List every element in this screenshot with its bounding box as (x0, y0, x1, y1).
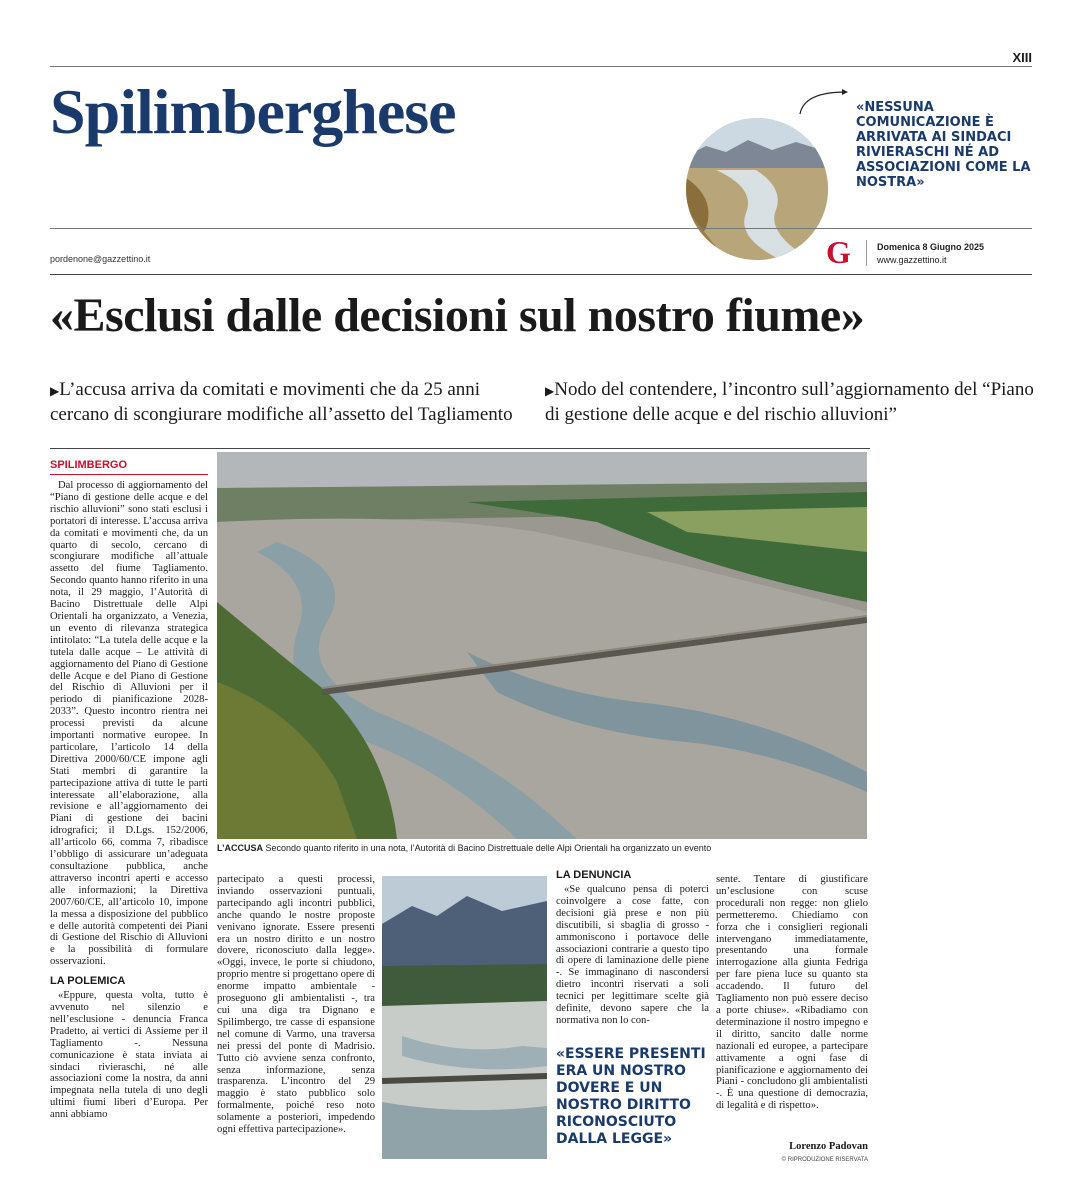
paragraph: sente. Tentare di giustificare un’esclusione con scuse procedurali non regge: non glielo permetteremo. Chiediamo con forza che i consiglieri regionali intervengano immediatamente, presentando una formale interrogazione alla giunta Fedriga per fare piena luce su quanto sta accadendo. Il futuro del Tagliamento non può essere deciso a porte chiuse». «Ribadiamo con determinazione il nostro impegno e il diritto, sancito dalle norme nazionali ed europee, a partecipare attivamente a ogni fase di pianificazione e aggiornamento dei Piani - concludono gli ambientalisti -. È una questione di democrazia, di legalità e di rispetto». (716, 874, 868, 1112)
header-bottom-rule (50, 274, 1032, 275)
subhead-polemica: LA POLEMICA (50, 975, 126, 988)
column-1 (50, 480, 208, 1121)
section-tag-rule (50, 474, 208, 475)
photo-caption (217, 843, 867, 853)
column-4 (716, 874, 868, 1112)
issue-date: Domenica 8 Giugno 2025 (877, 242, 985, 252)
section-tag: SPILIMBERGO (50, 459, 128, 471)
rights-notice: © RIPRODUZIONE RISERVATA (781, 1157, 868, 1163)
column-2 (217, 874, 375, 1136)
river-bridge-photo (382, 876, 547, 1159)
caption-text: Secondo quanto riferito in una nota, l’Autorità di Bacino Distrettuale delle Alpi Orientali ha organizzato un evento (265, 843, 712, 853)
header-rule (50, 228, 1032, 229)
triangle-bullet-icon: ▶ (50, 384, 60, 398)
kicker-left (50, 378, 538, 426)
column-3 (556, 884, 709, 1027)
subhead-denuncia: LA DENUNCIA (556, 869, 632, 881)
paragraph: «Se qualcuno pensa di poterci coinvolgere a cose fatte, con decisioni già prese e non più discutibili, si sbaglia di grosso - ammoniscono i portavoce delle associazioni contrarie a questo tipo di opere di laminazione delle piene -. Se immaginano di nascondersi dietro incontri riservati a soli tecnici per legittimare scelte già definite, devono sapere che la normativa non lo con- (556, 884, 709, 1026)
paragraph: «Eppure, questa volta, tutto è avvenuto nel silenzio e nell’esclusione - denuncia Franca Pradetto, ai vertici di Assieme per il Tagliamento -. Nessuna comunicazione è stata inviata ai sindaci rivieraschi, né alle associazioni come la nostra, da anni impegnata nella tutela di uno degli ultimi fiumi liberi d’Europa. Per anni abbiamo (50, 990, 208, 1121)
top-rule (50, 66, 1032, 67)
triangle-bullet-icon: ▶ (545, 384, 555, 398)
website: www.gazzettino.it (877, 255, 947, 265)
top-pull-quote: «NESSUNA COMUNICAZIONE È ARRIVATA AI SINDACI RIVIERASCHI NÉ AD ASSOCIAZIONI COME LA NOSTRA» (856, 100, 1031, 190)
kicker-right-text: Nodo del contendere, l’incontro sull’aggiornamento del “Piano di gestione delle acque e del rischio alluvioni” (545, 379, 1034, 425)
section-email: pordenone@gazzettino.it (50, 254, 151, 264)
paragraph: partecipato a questi processi, inviando osservazioni puntuali, partecipando agli incontri pubblici, anche quando le nostre proposte venivano ignorate. Essere presenti era un nostro diritto e un nostro dovere, riconosciuto dalla legge». «Oggi, invece, le porte si chiudono, proprio mentre si progettano opere di enorme impatto ambientale - proseguono gli ambientalisti -, tra cui una diga tra Dignano e Spilimbergo, tre casse di espansione nel comune di Varmo, una traversa nei pressi del ponte di Madrisio. Tutto ciò avviene senza confronto, senza informazione, senza trasparenza. L’incontro del 29 maggio è stato pubblico solo formalmente, poiché reso noto solamente a posteriori, impedendo ogni effettiva partecipazione». (217, 874, 375, 1136)
section-masthead: Spilimberghese (50, 76, 456, 147)
article-top-rule (50, 448, 870, 449)
river-valley-photo (686, 118, 828, 260)
headline: «Esclusi dalle decisioni sul nostro fiume» (50, 289, 865, 342)
arrow-icon (796, 86, 856, 116)
paragraph: Dal processo di aggiornamento del “Piano di gestione delle acque e del rischio alluvioni” sono stati esclusi i portatori di interesse. L’accusa arriva da comitati e movimenti che, da un quarto di secolo, cercano di scongiurare modifiche all’attuale assetto del fiume Tagliamento. Secondo quanto hanno riferito in una nota, il 29 maggio, l’Autorità di Bacino Distrettuale delle Alpi Orientali ha organizzato, a Venezia, un evento di rilevanza strategica intitolato: “La tutela delle acque e la tutela dalle acque – Le attività di aggiornamento del Piano di Gestione delle Acque e del Piano di Gestione del Rischio di Alluvioni per il periodo di pianificazione 2028-2033”. Questo incontro rientra nei processi previsti da alcune importanti normative europee. In particolare, l’articolo 14 della Direttiva 2000/60/CE impone agli Stati membri di garantire la partecipazione attiva di tutte le parti interessate all’elaborazione, alla revisione e all’aggiornamento dei Piani di gestione dei bacini idrografici; il D.Lgs. 152/2006, all’articolo 66, comma 7, ribadisce l’obbligo di assicurare un’adeguata consultazione pubblica, anche attraverso incontri aperti e accesso alle informazioni; la Direttiva 2007/60/CE, all’articolo 10, impone la messa a disposizione del pubblico e delle autorità competenti dei Piani di Gestione del Rischio di Alluvioni e la possibilità di formulare osservazioni. (50, 480, 208, 968)
kicker-left-text: L’accusa arriva da comitati e movimenti che da 25 anni cercano di scongiurare modifiche all’assetto del Tagliamento (50, 379, 513, 425)
kicker-right (545, 378, 1040, 426)
pull-quote: «ESSERE PRESENTI ERA UN NOSTRO DOVERE E UN NOSTRO DIRITTO RICONOSCIUTO DALLA LEGGE» (556, 1046, 706, 1147)
page-number: XIII (1012, 50, 1032, 65)
gazzettino-logo: G (826, 234, 851, 270)
caption-label: L’ACCUSA (217, 843, 264, 853)
logo-divider (866, 240, 867, 266)
aerial-river-photo (217, 452, 867, 839)
byline: Lorenzo Padovan (789, 1141, 868, 1152)
